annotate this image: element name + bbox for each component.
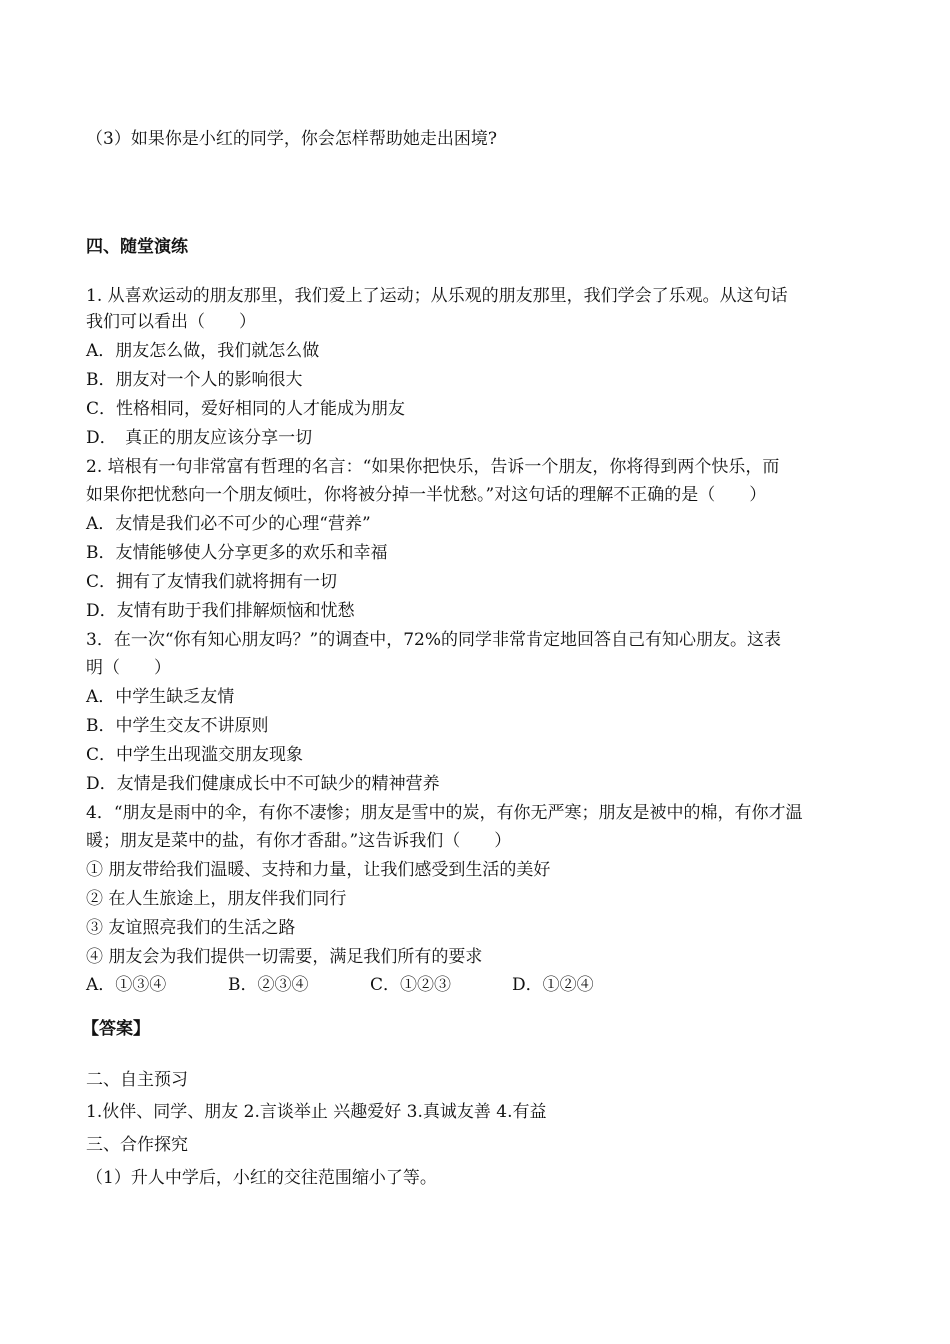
- q4-choice-c: C．①②③: [370, 975, 452, 995]
- section-four-title: 四、随堂演练: [86, 237, 188, 257]
- q1-option-c: C．性格相同，爱好相同的人才能成为朋友: [86, 399, 406, 419]
- q3-stem-line1: 3．在一次“你有知心朋友吗？”的调查中，72%的同学非常肯定地回答自己有知心朋友。这表: [86, 630, 781, 650]
- q1-option-b: B．朋友对一个人的影响很大: [86, 370, 303, 390]
- q4-statement-1: ① 朋友带给我们温暖、支持和力量，让我们感受到生活的美好: [86, 860, 551, 880]
- carryover-question: （3）如果你是小红的同学，你会怎样帮助她走出困境?: [86, 129, 497, 149]
- q4-statement-2: ② 在人生旅途上，朋友伴我们同行: [86, 889, 347, 909]
- answers-part-two-heading: 二、自主预习: [86, 1070, 188, 1090]
- answers-part-three-text: （1）升人中学后，小红的交往范围缩小了等。: [86, 1168, 437, 1188]
- q3-option-d: D．友情是我们健康成长中不可缺少的精神营养: [86, 774, 440, 794]
- q1-option-a: A．朋友怎么做，我们就怎么做: [86, 341, 320, 361]
- q2-option-d: D．友情有助于我们排解烦恼和忧愁: [86, 601, 355, 621]
- q4-statement-4: ④ 朋友会为我们提供一切需要，满足我们所有的要求: [86, 947, 483, 967]
- q4-choice-b: B．②③④: [228, 975, 309, 995]
- q3-option-b: B．中学生交友不讲原则: [86, 716, 269, 736]
- q4-stem-line1: 4．“朋友是雨中的伞，有你不凄惨；朋友是雪中的炭，有你无严寒；朋友是被中的棉，有你才温: [86, 803, 803, 823]
- q4-stem-line2: 暖；朋友是菜中的盐，有你才香甜。”这告诉我们（ ）: [86, 831, 512, 851]
- q3-stem-line2: 明（ ）: [86, 658, 171, 678]
- q1-stem-line1: 1. 从喜欢运动的朋友那里，我们爱上了运动；从乐观的朋友那里，我们学会了乐观。从这句话: [86, 286, 788, 306]
- q2-stem-line1: 2. 培根有一句非常富有哲理的名言：“如果你把快乐，告诉一个朋友，你将得到两个快乐，而: [86, 457, 780, 477]
- q2-stem-line2: 如果你把忧愁向一个朋友倾吐，你将被分掉一半忧愁。”对这句话的理解不正确的是（ ）: [86, 485, 767, 505]
- q2-option-b: B．友情能够使人分享更多的欢乐和幸福: [86, 543, 388, 563]
- q1-option-d: D． 真正的朋友应该分享一切: [86, 428, 313, 448]
- q3-option-c: C．中学生出现滥交朋友现象: [86, 745, 304, 765]
- q2-option-c: C．拥有了友情我们就将拥有一切: [86, 572, 338, 592]
- q4-choices: [86, 973, 654, 997]
- q3-option-a: A．中学生缺乏友情: [86, 687, 235, 707]
- q2-option-a: A．友情是我们必不可少的心理“营养”: [86, 514, 371, 534]
- q4-statement-3: ③ 友谊照亮我们的生活之路: [86, 918, 296, 938]
- answers-title: 【答案】: [82, 1019, 150, 1039]
- q1-stem-line2: 我们可以看出（ ）: [86, 312, 256, 332]
- q4-choice-a: A．①③④: [86, 975, 167, 995]
- q4-choice-d: D．①②④: [512, 975, 594, 995]
- answers-part-two-text: 1.伙伴、同学、朋友 2.言谈举止 兴趣爱好 3.真诚友善 4.有益: [86, 1102, 547, 1122]
- answers-part-three-heading: 三、合作探究: [86, 1135, 188, 1155]
